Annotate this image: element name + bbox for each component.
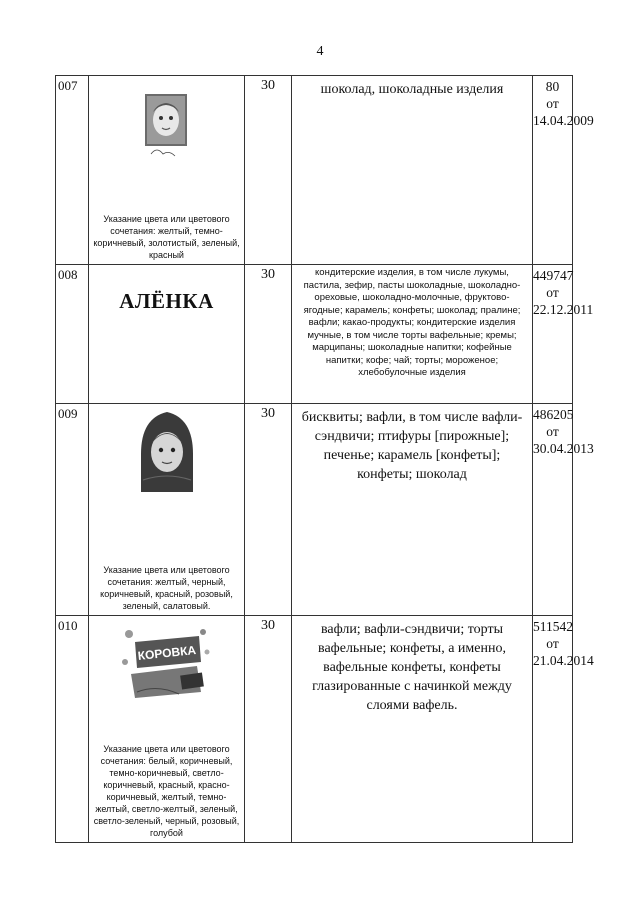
table-row [56,265,573,404]
class-number: 30 [245,616,292,843]
color-note: Указание цвета или цветового сочетания: желтый, черный, коричневый, красный, розовый, зеленый, салатовый. [100,565,233,611]
registration-date: 30.04.2013 [533,441,594,456]
registration-date: 14.04.2009 [533,113,594,128]
registration-ot: от [546,96,559,111]
korovka-logo-text: КОРОВКА [136,642,197,664]
mark-image-cell [89,265,245,404]
table-row [56,616,573,843]
registration-number: 486205 [533,407,574,422]
row-number: 009 [56,404,89,616]
registration-info [533,265,594,404]
registration-ot: от [546,636,559,651]
row-number: 008 [56,265,89,404]
registration-ot: от [546,285,559,300]
registration-date: 22.12.2011 [533,302,594,317]
registration-number: 80 [545,79,560,94]
color-note: Указание цвета или цветового сочетания: белый, коричневый, темно-коричневый, светло-коричневый, красный, красно-коричневый, желтый, темно-желтый, светло-желтый, зеленый, светло-зеленый, черный, розовый, голубой [93,744,240,838]
registration-info [533,76,594,265]
registration-number: 449747 [533,268,574,283]
registration-number: 511542 [533,619,573,634]
goods-list [292,76,533,265]
goods-text: бисквиты; вафли, в том числе вафли-сэндвичи; птифуры [пирожные]; печенье; карамель [конфеты]; конфеты; шоколад [301,410,523,482]
goods-list [292,616,533,843]
girl-portrait-image [141,92,193,162]
registration-info [533,616,594,843]
goods-list [292,404,533,616]
row-number: 010 [56,616,89,843]
korovka-label-image [117,622,217,702]
goods-text: шоколад, шоколадные изделия [320,82,504,97]
mark-image-cell [89,76,245,265]
table-row [56,76,573,265]
word-mark: АЛЁНКА [119,289,214,313]
class-number: 30 [245,404,292,616]
girl-headscarf-image [137,410,197,494]
goods-text: кондитерские изделия, в том числе лукумы, пастила, зефир, пасты шоколадные, шоколадно-ореховые, шоколадно-молочные, фруктово-ягодные; карамель; конфеты; шоколад; пралине; вафли; какао-продукты; кондитерские изделия мучные, в том числе торты вафельные; кремы; марципаны; шоколадные напитки; кофейные напитки; кофе; чай; торты; мороженое; хлебобулочные изделия [303,267,521,378]
registration-date: 21.04.2014 [533,653,594,668]
mark-image-cell [89,616,245,843]
mark-image-cell [89,404,245,616]
goods-list [292,265,533,404]
row-number: 007 [56,76,89,265]
table-row [56,404,573,616]
class-number: 30 [245,265,292,404]
page-number: 4 [316,44,324,59]
goods-text: вафли; вафли-сэндвичи; торты вафельные; конфеты, а именно, вафельные конфеты, конфеты глазированные с начинкой между слоями вафель. [312,622,512,713]
trademark-table [55,75,594,843]
registration-ot: от [546,424,559,439]
class-number: 30 [245,76,292,265]
registration-info [533,404,594,616]
color-note: Указание цвета или цветового сочетания: желтый, темно-коричневый, золотистый, зеленый, красный [93,214,240,260]
